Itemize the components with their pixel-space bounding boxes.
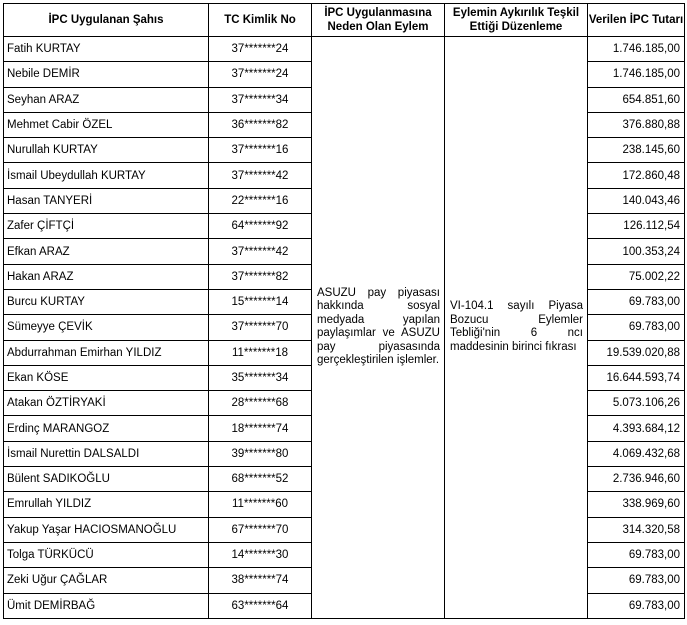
- header-action: İPC Uygulanmasına Neden Olan Eylem: [312, 4, 445, 37]
- tc-number-cell: 38*******74: [209, 568, 312, 593]
- person-name-cell: Atakan ÖZTİRYAKİ: [4, 391, 209, 416]
- person-name-cell: Emrullah YILDIZ: [4, 492, 209, 517]
- penalty-amount-cell: 69.783,00: [588, 289, 685, 314]
- person-name-cell: Zafer ÇİFTÇİ: [4, 214, 209, 239]
- penalty-amount-cell: 69.783,00: [588, 315, 685, 340]
- tc-number-cell: 67*******70: [209, 517, 312, 542]
- tc-number-cell: 11*******18: [209, 340, 312, 365]
- table-header-row: [4, 4, 685, 37]
- penalty-amount-cell: 4.069.432,68: [588, 441, 685, 466]
- penalty-amount-cell: 4.393.684,12: [588, 416, 685, 441]
- penalty-amount-cell: 1.746.185,00: [588, 37, 685, 62]
- action-description-cell: ASUZU pay piyasası hakkında sosyal medyada yapılan paylaşımlar ve ASUZU pay piyasasında gerçekleştirilen işlemler.: [312, 37, 445, 619]
- penalty-amount-cell: 69.783,00: [588, 568, 685, 593]
- person-name-cell: Fatih KURTAY: [4, 37, 209, 62]
- person-name-cell: Hasan TANYERİ: [4, 188, 209, 213]
- penalty-amount-cell: 376.880,88: [588, 112, 685, 137]
- tc-number-cell: 35*******34: [209, 365, 312, 390]
- tc-number-cell: 36*******82: [209, 112, 312, 137]
- header-person: İPC Uygulanan Şahıs: [4, 4, 209, 37]
- penalty-amount-cell: 100.353,24: [588, 239, 685, 264]
- tc-number-cell: 37*******82: [209, 264, 312, 289]
- person-name-cell: Sümeyye ÇEVİK: [4, 315, 209, 340]
- person-name-cell: Seyhan ARAZ: [4, 87, 209, 112]
- penalty-amount-cell: 140.043,46: [588, 188, 685, 213]
- penalty-amount-cell: 69.783,00: [588, 542, 685, 567]
- person-name-cell: Erdinç MARANGOZ: [4, 416, 209, 441]
- tc-number-cell: 15*******14: [209, 289, 312, 314]
- person-name-cell: Tolga TÜRKÜCÜ: [4, 542, 209, 567]
- penalty-amount-cell: 1.746.185,00: [588, 62, 685, 87]
- person-name-cell: Ümit DEMİRBAĞ: [4, 593, 209, 618]
- tc-number-cell: 37*******24: [209, 37, 312, 62]
- person-name-cell: İsmail Ubeydullah KURTAY: [4, 163, 209, 188]
- person-name-cell: Hakan ARAZ: [4, 264, 209, 289]
- tc-number-cell: 28*******68: [209, 391, 312, 416]
- penalty-amount-cell: 338.969,60: [588, 492, 685, 517]
- penalty-amount-cell: 238.145,60: [588, 138, 685, 163]
- violated-regulation-cell: VI-104.1 sayılı Piyasa Bozucu Eylemler Tebliği'nin 6 ncı maddesinin birinci fıkrası: [445, 37, 588, 619]
- penalty-amount-cell: 5.073.106,26: [588, 391, 685, 416]
- person-name-cell: Yakup Yaşar HACIOSMANOĞLU: [4, 517, 209, 542]
- penalty-amount-cell: 126.112,54: [588, 214, 685, 239]
- tc-number-cell: 39*******80: [209, 441, 312, 466]
- person-name-cell: Bülent SADIKOĞLU: [4, 467, 209, 492]
- tc-number-cell: 18*******74: [209, 416, 312, 441]
- person-name-cell: Ekan KÖSE: [4, 365, 209, 390]
- table-body: [4, 37, 685, 619]
- header-tc: TC Kimlik No: [209, 4, 312, 37]
- tc-number-cell: 37*******42: [209, 239, 312, 264]
- header-amount: Verilen İPC Tutarı: [588, 4, 685, 37]
- tc-number-cell: 68*******52: [209, 467, 312, 492]
- tc-number-cell: 37*******34: [209, 87, 312, 112]
- tc-number-cell: 37*******16: [209, 138, 312, 163]
- person-name-cell: Abdurrahman Emirhan YILDIZ: [4, 340, 209, 365]
- person-name-cell: İsmail Nurettin DALSALDI: [4, 441, 209, 466]
- tc-number-cell: 22*******16: [209, 188, 312, 213]
- person-name-cell: Burcu KURTAY: [4, 289, 209, 314]
- person-name-cell: Nebile DEMİR: [4, 62, 209, 87]
- penalty-amount-cell: 2.736.946,60: [588, 467, 685, 492]
- tc-number-cell: 64*******92: [209, 214, 312, 239]
- person-name-cell: Zeki Uğur ÇAĞLAR: [4, 568, 209, 593]
- penalty-amount-cell: 654.851,60: [588, 87, 685, 112]
- penalty-amount-cell: 314.320,58: [588, 517, 685, 542]
- person-name-cell: Efkan ARAZ: [4, 239, 209, 264]
- penalty-table: [3, 3, 685, 619]
- penalty-amount-cell: 75.002,22: [588, 264, 685, 289]
- penalty-amount-cell: 172.860,48: [588, 163, 685, 188]
- tc-number-cell: 63*******64: [209, 593, 312, 618]
- person-name-cell: Nurullah KURTAY: [4, 138, 209, 163]
- tc-number-cell: 14*******30: [209, 542, 312, 567]
- tc-number-cell: 37*******24: [209, 62, 312, 87]
- tc-number-cell: 37*******70: [209, 315, 312, 340]
- tc-number-cell: 11*******60: [209, 492, 312, 517]
- tc-number-cell: 37*******42: [209, 163, 312, 188]
- penalty-amount-cell: 19.539.020,88: [588, 340, 685, 365]
- table-row: [4, 37, 685, 62]
- penalty-amount-cell: 69.783,00: [588, 593, 685, 618]
- header-violation: Eylemin Aykırılık Teşkil Ettiği Düzenleme: [445, 4, 588, 37]
- penalty-amount-cell: 16.644.593,74: [588, 365, 685, 390]
- person-name-cell: Mehmet Cabir ÖZEL: [4, 112, 209, 137]
